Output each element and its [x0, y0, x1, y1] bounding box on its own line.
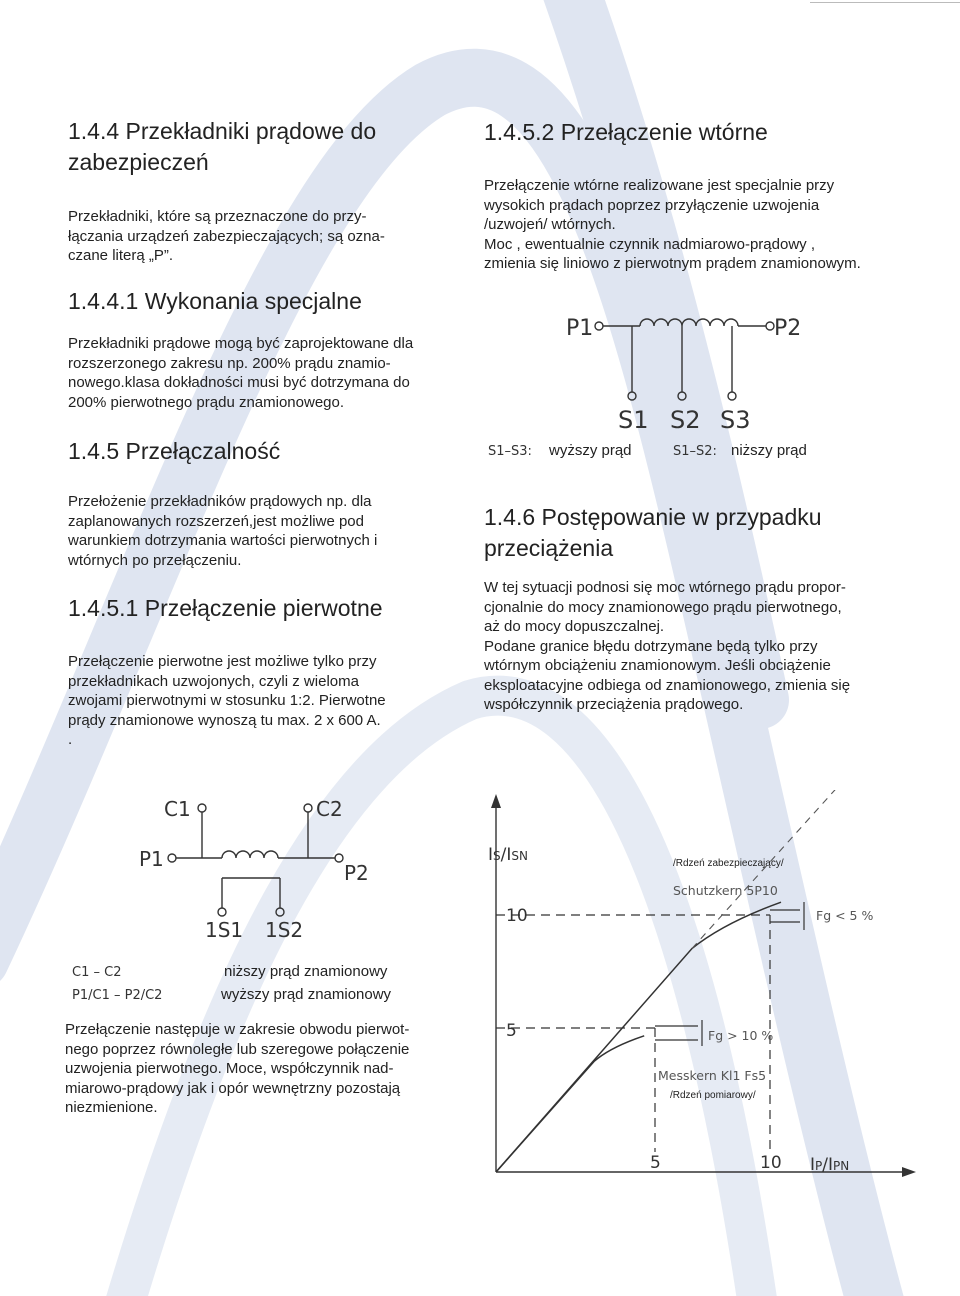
x-tick-5: 5: [650, 1153, 661, 1173]
heading-1-4-5-2: 1.4.5.2 Przełączenie wtórne: [484, 119, 768, 145]
legend-c1-c2-text: niższy prąd znamionowy: [224, 963, 388, 980]
measuring-core-curve: [496, 1036, 644, 1172]
paragraph-1-4-4-1: Przekładniki prądowe mogą być zaprojektowane dla rozszerzonego zakresu np. 200% prądu znamio- nowego.klasa dokładności musi być dotrzymana do 200% pierwotnego prądu znamionowego.: [68, 335, 414, 411]
heading-1-4-4: 1.4.4 Przekładniki prądowe do zabezpieczeń: [68, 118, 377, 175]
label-primary-p2: P2: [344, 861, 369, 885]
linear-reference-line: [692, 790, 838, 948]
terminal-1s2: [276, 908, 284, 916]
label-1s1: 1S1: [205, 918, 244, 942]
terminal-1s1: [218, 908, 226, 916]
legend-c1-c2: C1 – C2: [72, 965, 122, 980]
label-s1: S1: [618, 406, 649, 434]
label-c1: C1: [164, 797, 191, 821]
heading-1-4-6: 1.4.6 Postępowanie w przypadku przeciążenia: [484, 504, 822, 561]
fg-measuring-label: Fg > 10 %: [708, 1028, 774, 1043]
fg-protective-label: Fg < 5 %: [816, 908, 874, 923]
primary-winding: [222, 851, 278, 858]
terminal-primary-p2: [335, 854, 343, 862]
measuring-core-name: Messkern Kl1 Fs5: [658, 1068, 767, 1083]
label-1s2: 1S2: [265, 918, 304, 942]
terminal-p2: [766, 322, 774, 330]
terminal-c2: [304, 804, 312, 812]
heading-1-4-4-1: 1.4.4.1 Wykonania specjalne: [68, 288, 362, 314]
y-tick-5: 5: [506, 1021, 517, 1041]
paragraph-1-4-6: W tej sytuacji podnosi się moc wtórnego prądu propor- cjonalnie do mocy znamionowego prądu pierwotnego, aż do mocy dopuszczalnej. Podane granice błędu dotrzymane będą tylko przy wtórnym obciążeniu znamionowym. Jeśli obciążenie eksploatacyjne odbiega od znamionowego, zmienia się współczynnik przeciążenia prądowego.: [484, 579, 851, 713]
saturation-chart: [470, 790, 920, 1190]
top-rule: [810, 2, 960, 3]
text-s1-s2: niższy prąd: [731, 442, 807, 459]
label-s3: S3: [720, 406, 751, 434]
paragraph-1-4-5-2: Przełączenie wtórne realizowane jest specjalnie przy wysokich prądach poprzez przyłączenie uzwojenia /uzwojeń/ wtórnych. Moc , ewentualnie czynnik nadmiarowo-prądowy , zmienia się liniowo z pierwotnym prądem znamionowym.: [484, 177, 861, 272]
measuring-core-label: /Rdzeń pomiarowy/: [670, 1090, 756, 1101]
terminal-s2: [678, 392, 686, 400]
terminal-p1: [595, 322, 603, 330]
label-s1-s3: S1–S3:: [488, 444, 532, 459]
label-c2: C2: [316, 797, 343, 821]
y-tick-10: 10: [506, 906, 528, 926]
secondary-winding: [640, 319, 738, 326]
caption-primary-switch: Przełączenie następuje w zakresie obwodu pierwot- nego poprzez równoległe lub szeregowe połączenie uzwojenia pierwotnego. Moce, współczynnik nad- miarowo-prądowy jak i opór wewnętrzny pozostają niezmienione.: [65, 1021, 410, 1116]
terminal-s1: [628, 392, 636, 400]
legend-p-text: wyższy prąd znamionowy: [221, 986, 392, 1003]
x-tick-10: 10: [760, 1153, 782, 1173]
protective-core-name: Schutzkern 5P10: [673, 883, 778, 898]
label-s1-s2: S1–S2:: [673, 444, 717, 459]
protective-core-label: /Rdzeń zabezpieczający/: [673, 858, 784, 869]
label-p1: P1: [566, 316, 594, 341]
legend-p1c1-p2c2: P1/C1 – P2/C2: [72, 988, 163, 1003]
y-axis-arrow: [491, 794, 501, 808]
heading-1-4-5-1: 1.4.5.1 Przełączenie pierwotne: [68, 595, 383, 621]
x-axis-arrow: [902, 1167, 916, 1177]
heading-1-4-5: 1.4.5 Przełączalność: [68, 438, 281, 464]
text-s1-s3: wyższy prąd: [549, 442, 632, 459]
secondary-switch-diagram: [480, 300, 860, 470]
y-axis-label: IS/ISN: [488, 845, 528, 865]
terminal-c1: [198, 804, 206, 812]
x-axis-label: IP/IPN: [810, 1155, 850, 1175]
paragraph-1-4-4: Przekładniki, które są przeznaczone do przy- łączania urządzeń zabezpieczających; są ozna- czane literą „P”.: [68, 208, 385, 264]
label-primary-p1: P1: [139, 847, 164, 871]
paragraph-1-4-5: Przełożenie przekładników prądowych np. dla zaplanowanych rozszerzeń,jest możliwe pod warunkiem dotrzymania wartości pierwotnych i wtórnych po przełączeniu.: [68, 493, 378, 569]
paragraph-1-4-5-1: Przełączenie pierwotne jest możliwe tylko przy przekładnikach uzwojonych, czyli z wieloma zwojami pierwotnymi w stosunku 1:2. Pierwotne prądy znamionowe wynoszą tu max. 2 x 600 A. .: [68, 653, 386, 748]
primary-switch-diagram: [60, 790, 420, 1010]
label-s2: S2: [670, 406, 701, 434]
terminal-primary-p1: [168, 854, 176, 862]
label-p2: P2: [774, 316, 802, 341]
terminal-s3: [728, 392, 736, 400]
